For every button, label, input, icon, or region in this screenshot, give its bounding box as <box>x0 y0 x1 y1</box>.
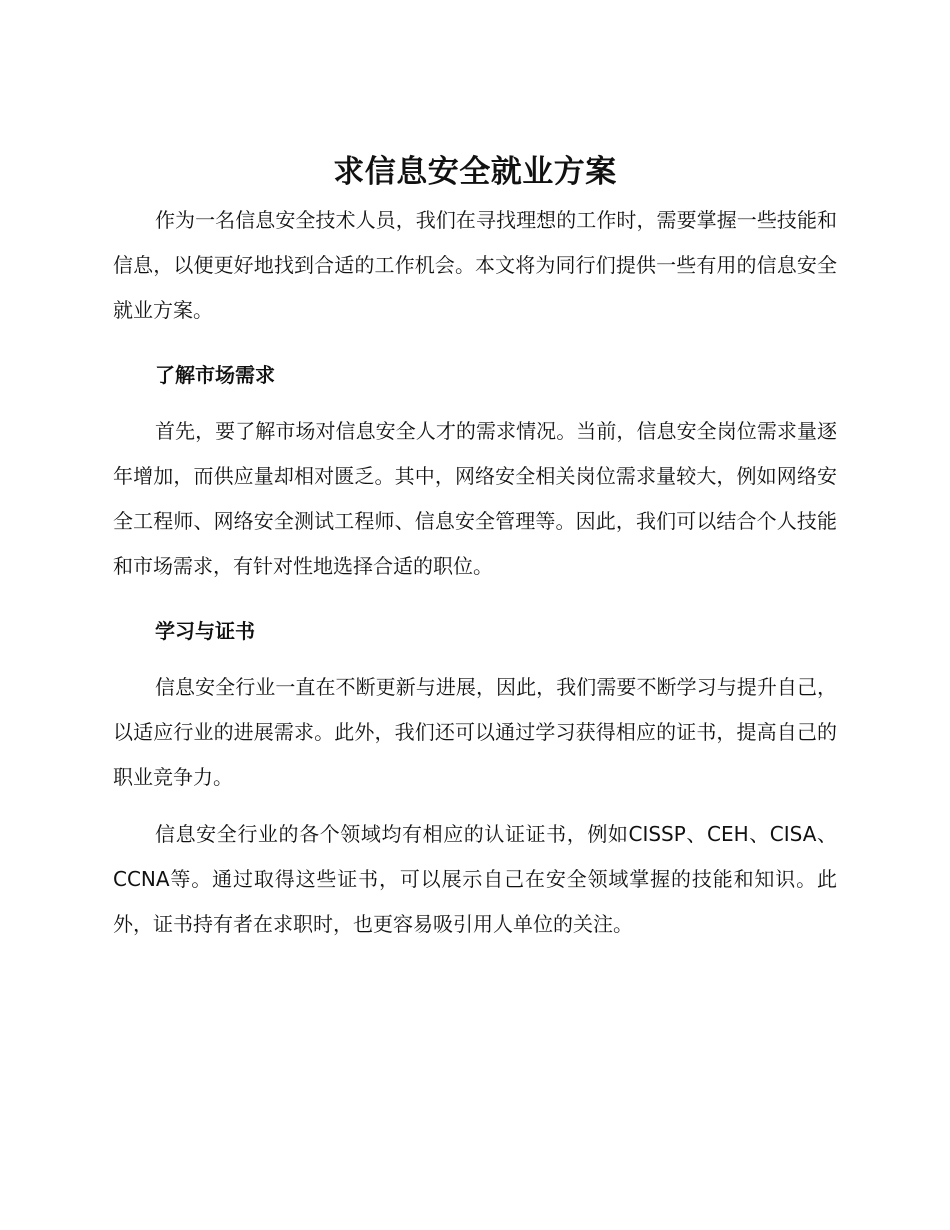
section-heading: 学习与证书 <box>155 619 255 643</box>
intro-paragraph: 作为一名信息安全技术人员，我们在寻找理想的工作时，需要掌握一些技能和信息，以便更好地找到合适的工作机会。本文将为同行们提供一些有用的信息安全就业方案。 <box>113 208 837 322</box>
section-paragraph: 信息安全行业一直在不断更新与进展，因此，我们需要不断学习与提升自己，以适应行业的进展需求。此外，我们还可以通过学习获得相应的证书，提高自己的职业竞争力。 <box>113 675 837 789</box>
section-paragraph: 信息安全行业的各个领域均有相应的认证证书，例如CISSP、CEH、CISA、CCNA等。通过取得这些证书，可以展示自己在安全领域掌握的技能和知识。此外，证书持有者在求职时，也更容易吸引用人单位的关注。 <box>113 822 837 936</box>
section-market-demand <box>113 361 837 589</box>
document-title: 求信息安全就业方案 <box>333 154 617 190</box>
section-heading: 了解市场需求 <box>155 363 275 387</box>
section-learning-certificates <box>113 617 837 947</box>
section-paragraph: 首先，要了解市场对信息安全人才的需求情况。当前，信息安全岗位需求量逐年增加，而供应量却相对匮乏。其中，网络安全相关岗位需求量较大，例如网络安全工程师、网络安全测试工程师、信息安全管理等。因此，我们可以结合个人技能和市场需求，有针对性地选择合适的职位。 <box>113 419 837 578</box>
document-page <box>113 150 837 947</box>
